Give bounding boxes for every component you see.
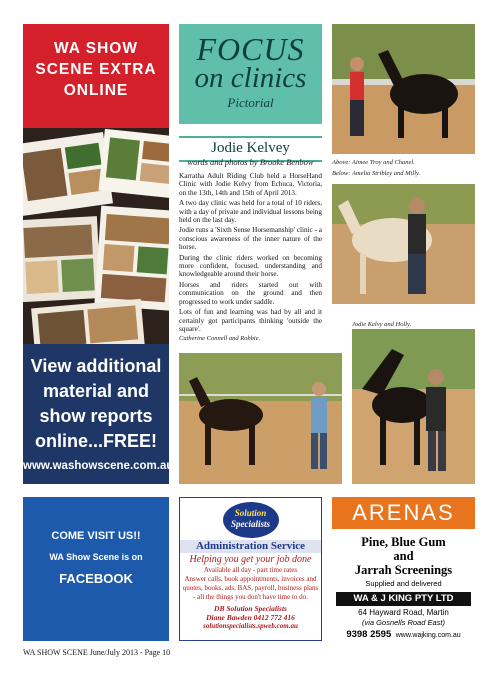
arenas-address-1: 64 Hayward Road, Martin bbox=[358, 608, 449, 617]
arenas-line-2: and bbox=[393, 549, 414, 563]
view-online-promo bbox=[23, 344, 174, 484]
article-paragraph: During the clinic riders worked on becoming more confident, focused, understanding and knowledgeable around their horse. bbox=[179, 253, 322, 279]
pictorial-word: Pictorial bbox=[227, 95, 274, 110]
photo-catherine-robbie bbox=[179, 353, 342, 484]
arenas-line-4: Supplied and delivered bbox=[365, 579, 442, 588]
caption-catherine: Catherine Connell and Robbie. bbox=[179, 335, 261, 343]
online-extra-banner bbox=[23, 24, 169, 128]
facebook-promo bbox=[23, 497, 169, 641]
arenas-phone: 9398 2595 bbox=[346, 629, 392, 640]
banner-line-1: WA SHOW bbox=[54, 40, 138, 57]
caption-amelia: Below: Amelia Stribley and Milly. bbox=[332, 170, 421, 177]
focus-word: FOCUS bbox=[196, 31, 305, 67]
banner-line-3: ONLINE bbox=[63, 82, 129, 99]
promo-url-link[interactable]: www.washowscene.com.au bbox=[23, 460, 174, 472]
ad-line: Answer calls, book appointments, invoices and bbox=[184, 575, 317, 583]
facebook-line-2: WA Show Scene is on bbox=[49, 552, 143, 562]
logo-line-1: Solution bbox=[234, 508, 267, 518]
article-paragraph: Horses and riders started out with communication on the ground and then progressed to work under saddle. bbox=[179, 280, 322, 306]
ad-line: - all the things you don't have time to do. bbox=[193, 593, 308, 601]
article-title: Jodie Kelvey bbox=[211, 140, 290, 156]
promo-line-3: show reports bbox=[39, 406, 153, 426]
article-paragraph: Karratha Adult Riding Club held a HorseHand Clinic with Jodie Kelvy from Echuca, Victoria, on the 13th, 14th and 15th of April 2013. bbox=[179, 172, 322, 197]
ad-line: quotes, books, ads, BAS, payroll, business plans bbox=[182, 584, 319, 592]
article-paragraph: Lots of fun and learning was had by all and it certainly got participants thinking 'outside the square'. bbox=[179, 308, 322, 333]
ad-web-link[interactable]: solutionspecialists.spweb.com.au bbox=[203, 622, 298, 630]
arenas-company: WA & J KING PTY LTD bbox=[336, 592, 471, 606]
article-paragraph: Jodie runs a 'Sixth Sense Horsemanship' clinic - a conscious awareness of the inner nature of the horse. bbox=[179, 226, 322, 252]
ad-company: DB Solution Specialists bbox=[214, 604, 287, 613]
arenas-address-2: (via Gosnells Road East) bbox=[362, 618, 445, 627]
promo-line-4: online...FREE! bbox=[34, 431, 157, 451]
arenas-ad bbox=[332, 497, 475, 641]
ad-tagline: Helping you get your job done bbox=[189, 554, 312, 565]
photo-jodie-holly bbox=[352, 329, 475, 484]
arenas-web-link[interactable]: www.wajking.com.au bbox=[395, 632, 461, 639]
banner-line-2: SCENE EXTRA bbox=[35, 61, 157, 78]
photo-aimee-chanel bbox=[332, 24, 475, 154]
caption-aimee: Above: Aimee Troy and Chanel. bbox=[332, 159, 415, 166]
solution-logo bbox=[223, 502, 279, 538]
facebook-link[interactable]: FACEBOOK bbox=[59, 571, 133, 586]
on-clinics-word: on clinics bbox=[194, 62, 307, 94]
photo-amelia-milly bbox=[332, 184, 475, 304]
ad-title: Administration Service bbox=[180, 540, 321, 553]
solution-specialists-ad bbox=[179, 497, 322, 641]
focus-on-clinics-header bbox=[179, 24, 322, 124]
logo-line-2: Specialists bbox=[230, 519, 270, 529]
article-body bbox=[179, 172, 322, 344]
article-byline: words and photos by Brooke Benbow bbox=[187, 157, 314, 167]
ad-line: Available all day - part time rates bbox=[203, 566, 298, 574]
ad-contact: Diane Bawden 0412 772 416 bbox=[206, 613, 295, 622]
magazine-collage-image bbox=[23, 128, 169, 344]
arenas-line-1: Pine, Blue Gum bbox=[361, 535, 446, 549]
arenas-title: ARENAS bbox=[332, 497, 475, 529]
caption-jodie-holly: Jodie Kelvy and Holly. bbox=[352, 321, 412, 328]
promo-line-1: View additional bbox=[30, 356, 162, 376]
article-paragraph: A two day clinic was held for a total of 10 riders, with a day of private and individual lessons being held on the last day. bbox=[179, 199, 322, 225]
facebook-line-1: COME VISIT US!! bbox=[51, 530, 141, 542]
page-footer: WA SHOW SCENE June/July 2013 - Page 10 bbox=[23, 648, 171, 657]
promo-line-2: material and bbox=[42, 381, 150, 401]
arenas-line-3: Jarrah Screenings bbox=[354, 563, 453, 577]
